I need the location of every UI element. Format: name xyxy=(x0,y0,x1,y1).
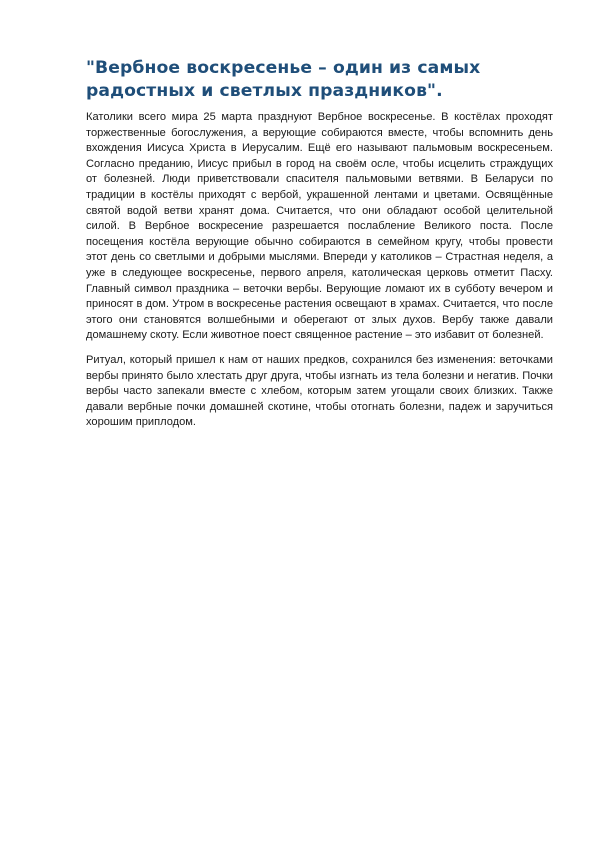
page-title: "Вербное воскресенье – один из самых радостных и светлых праздников". xyxy=(86,58,481,101)
paragraph-1: Католики всего мира 25 марта празднуют Вербное воскресенье. В костёлах проходят торжественные богослужения, а верующие собираются вместе, чтобы вспомнить день вхождения Иисуса Христа в Иерусалим. Ещё его называют пальмовым воскресеньем. Согласно преданию, Иисус прибыл в город на своём осле, чтобы исцелить страждущих от болезней. Люди приветствовали спасителя пальмовыми ветвями. В Беларуси по традиции в костёлы приходят с вербой, украшенной лентами и цветами. Освящённые святой водой ветви хранят дома. Считается, что они обладают особой целительной силой. В Вербное воскресение разрешается послабление Великого поста. После посещения костёла верующие обычно собираются в семейном кругу, чтобы провести этот день со светлыми и добрыми мыслями. Впереди у католиков – Страстная неделя, а уже в следующее воскресенье, первого апреля, католическая церковь отметит Пасху. Главный символ праздника – веточки вербы. Верующие ломают их в субботу вечером и приносят в дом. Утром в воскресенье растения освещают в храмах. Считается, что после этого они становятся волшебными и оберегают от злых духов. Вербу также давали домашнему скоту. Если животное поест священное растение – это избавит от болезней. xyxy=(86,111,553,342)
paragraph-2: Ритуал, который пришел к нам от наших предков, сохранился без изменения: веточками вербы принято было хлестать друг друга, чтобы изгнать из тела болезни и негатив. Почки вербы часто запекали вместе с хлебом, которым затем угощали своих близких. Также давали вербные почки домашней скотине, чтобы отогнать болезни, падеж и заручиться хорошим приплодом. xyxy=(86,353,553,429)
article-body xyxy=(86,110,553,440)
